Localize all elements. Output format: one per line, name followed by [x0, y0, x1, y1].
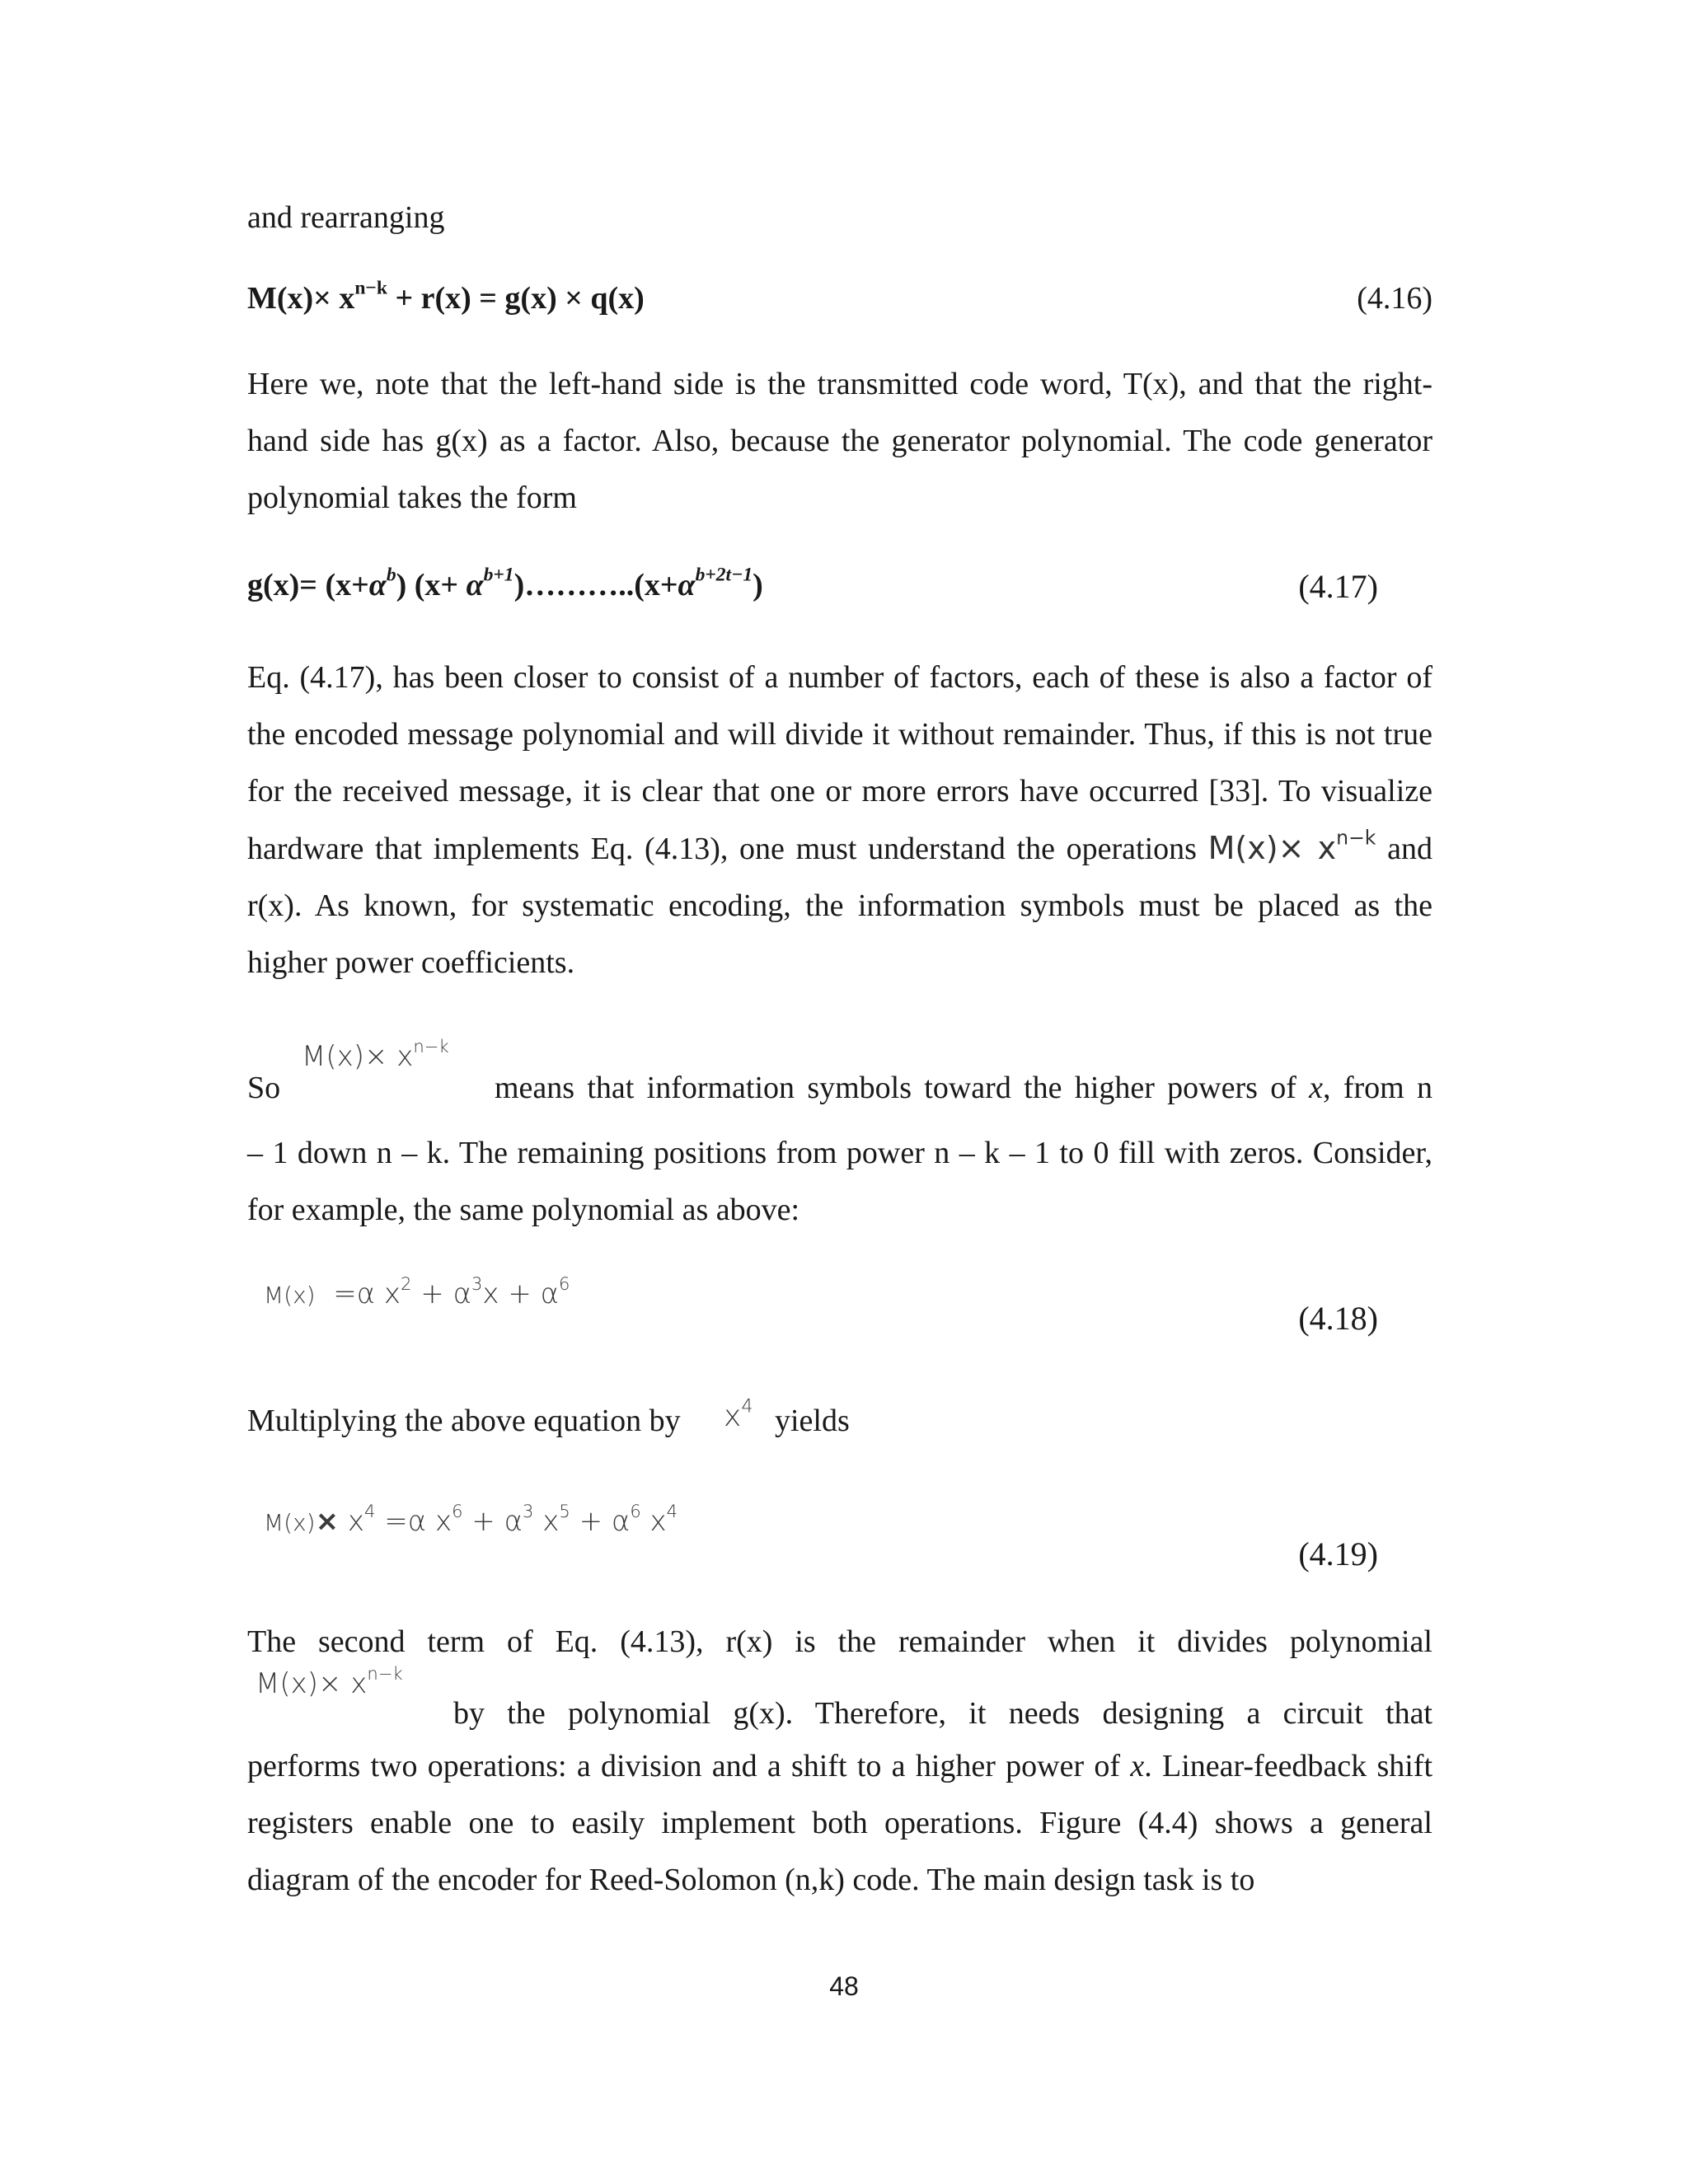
equation-4-16-number: (4.16) — [1357, 281, 1432, 316]
equation-4-18 — [247, 1269, 1432, 1343]
equation-4-16-body: $M(x)\times x^{n-k} + r(x) = g(x) \times q(x)$ — [247, 277, 645, 316]
paragraph-2 — [247, 649, 1432, 991]
equation-4-19-body: $M(x)\times x^4 =\alpha$ $x^6 + \alpha^3$ $x^5 + \alpha^6$ $x^4$ — [264, 1501, 678, 1538]
equation-4-16 — [247, 277, 1432, 330]
paragraph-3-rest — [247, 1125, 1432, 1239]
paragraph-4 — [247, 1614, 1432, 1909]
intro-paragraph — [247, 190, 1432, 246]
paragraph-3 — [247, 1036, 1432, 1105]
paragraph-4-line-1: The second term of Eq. (4.13), r(x) is the remainder when it divides polynomial — [247, 1624, 1432, 1659]
paragraph-4-line-2-text: by the polynomial g(x). Therefore, it needs designing a circuit that — [453, 1696, 1432, 1731]
paragraph-3-first-line — [247, 1036, 1432, 1105]
inline-image-expression: $M(x)\times x^{n-k}$ — [302, 1036, 449, 1073]
paragraph-4-rest: performs two operations: a division and a shift to a higher power of x. Linear-feedback shift registers enable one to easily implement both operations. Figure (4.4) shows a general diagram of the encoder for Reed-Solomon (n,k) code. The main design task is to — [247, 1749, 1432, 1897]
paragraph-1-text: Here we, note that the left-hand side is the transmitted code word, T(x), and that the right-hand side has g(x) as a factor. Also, because the generator polynomial. The code generator polynomial takes the form — [247, 367, 1432, 515]
equation-4-19 — [247, 1492, 1432, 1574]
multiply-line — [247, 1393, 1432, 1451]
inline-expression: $M(x)\times x^{n-k}$ — [1207, 826, 1376, 866]
equation-4-18-number: (4.18) — [1298, 1300, 1378, 1337]
multiply-expression: $x^4$ — [724, 1395, 753, 1433]
equation-4-18-body: M(x) =α $x^2 + \alpha^3x + \alpha^6$ — [264, 1273, 570, 1310]
paragraph-4-line-2 — [247, 1663, 1432, 1732]
equation-4-17-body: $g(x)= (x+\alpha^b)$ $(x+ \alpha^{b+1})\dots\dots\dots..(x+\alpha^{b+2t-1})$ — [247, 564, 763, 602]
multiply-text-a: Multiplying the above equation by — [247, 1404, 681, 1438]
multiply-text-b: yields — [775, 1404, 850, 1438]
paragraph-2-text: Eq. (4.17), has been closer to consist of a number of factors, each of these is also a factor of the encoded message polynomial and will divide it without remainder. Thus, if this is not true for the received message, it is clear that one or more errors have occurred [33]. To visualize hardware that implements Eq. (4.13), one must understand the operations $M(x)\times x^{n-k}$ and r(x). As known, for systematic encoding, the information symbols must be placed as the higher power coefficients. — [247, 660, 1432, 980]
equation-4-17 — [247, 564, 1432, 616]
paragraph-3-line-1-text: means that information symbols toward the higher powers of x, from n — [495, 1071, 1432, 1105]
intro-line: and rearranging — [247, 200, 445, 235]
inline-image-expression-2: $M(x)\times x^{n-k}$ — [256, 1663, 403, 1700]
page-number: 48 — [829, 1971, 859, 2001]
equation-4-17-number: (4.17) — [1298, 568, 1378, 605]
equation-4-19-number: (4.19) — [1298, 1535, 1378, 1572]
paragraph-1 — [247, 356, 1432, 527]
so-word: So — [247, 1071, 281, 1105]
paragraph-3-rest-text: – 1 down n – k. The remaining positions from power n – k – 1 to 0 fill with zeros. Consider, for example, the same polynomial as above: — [247, 1136, 1432, 1227]
